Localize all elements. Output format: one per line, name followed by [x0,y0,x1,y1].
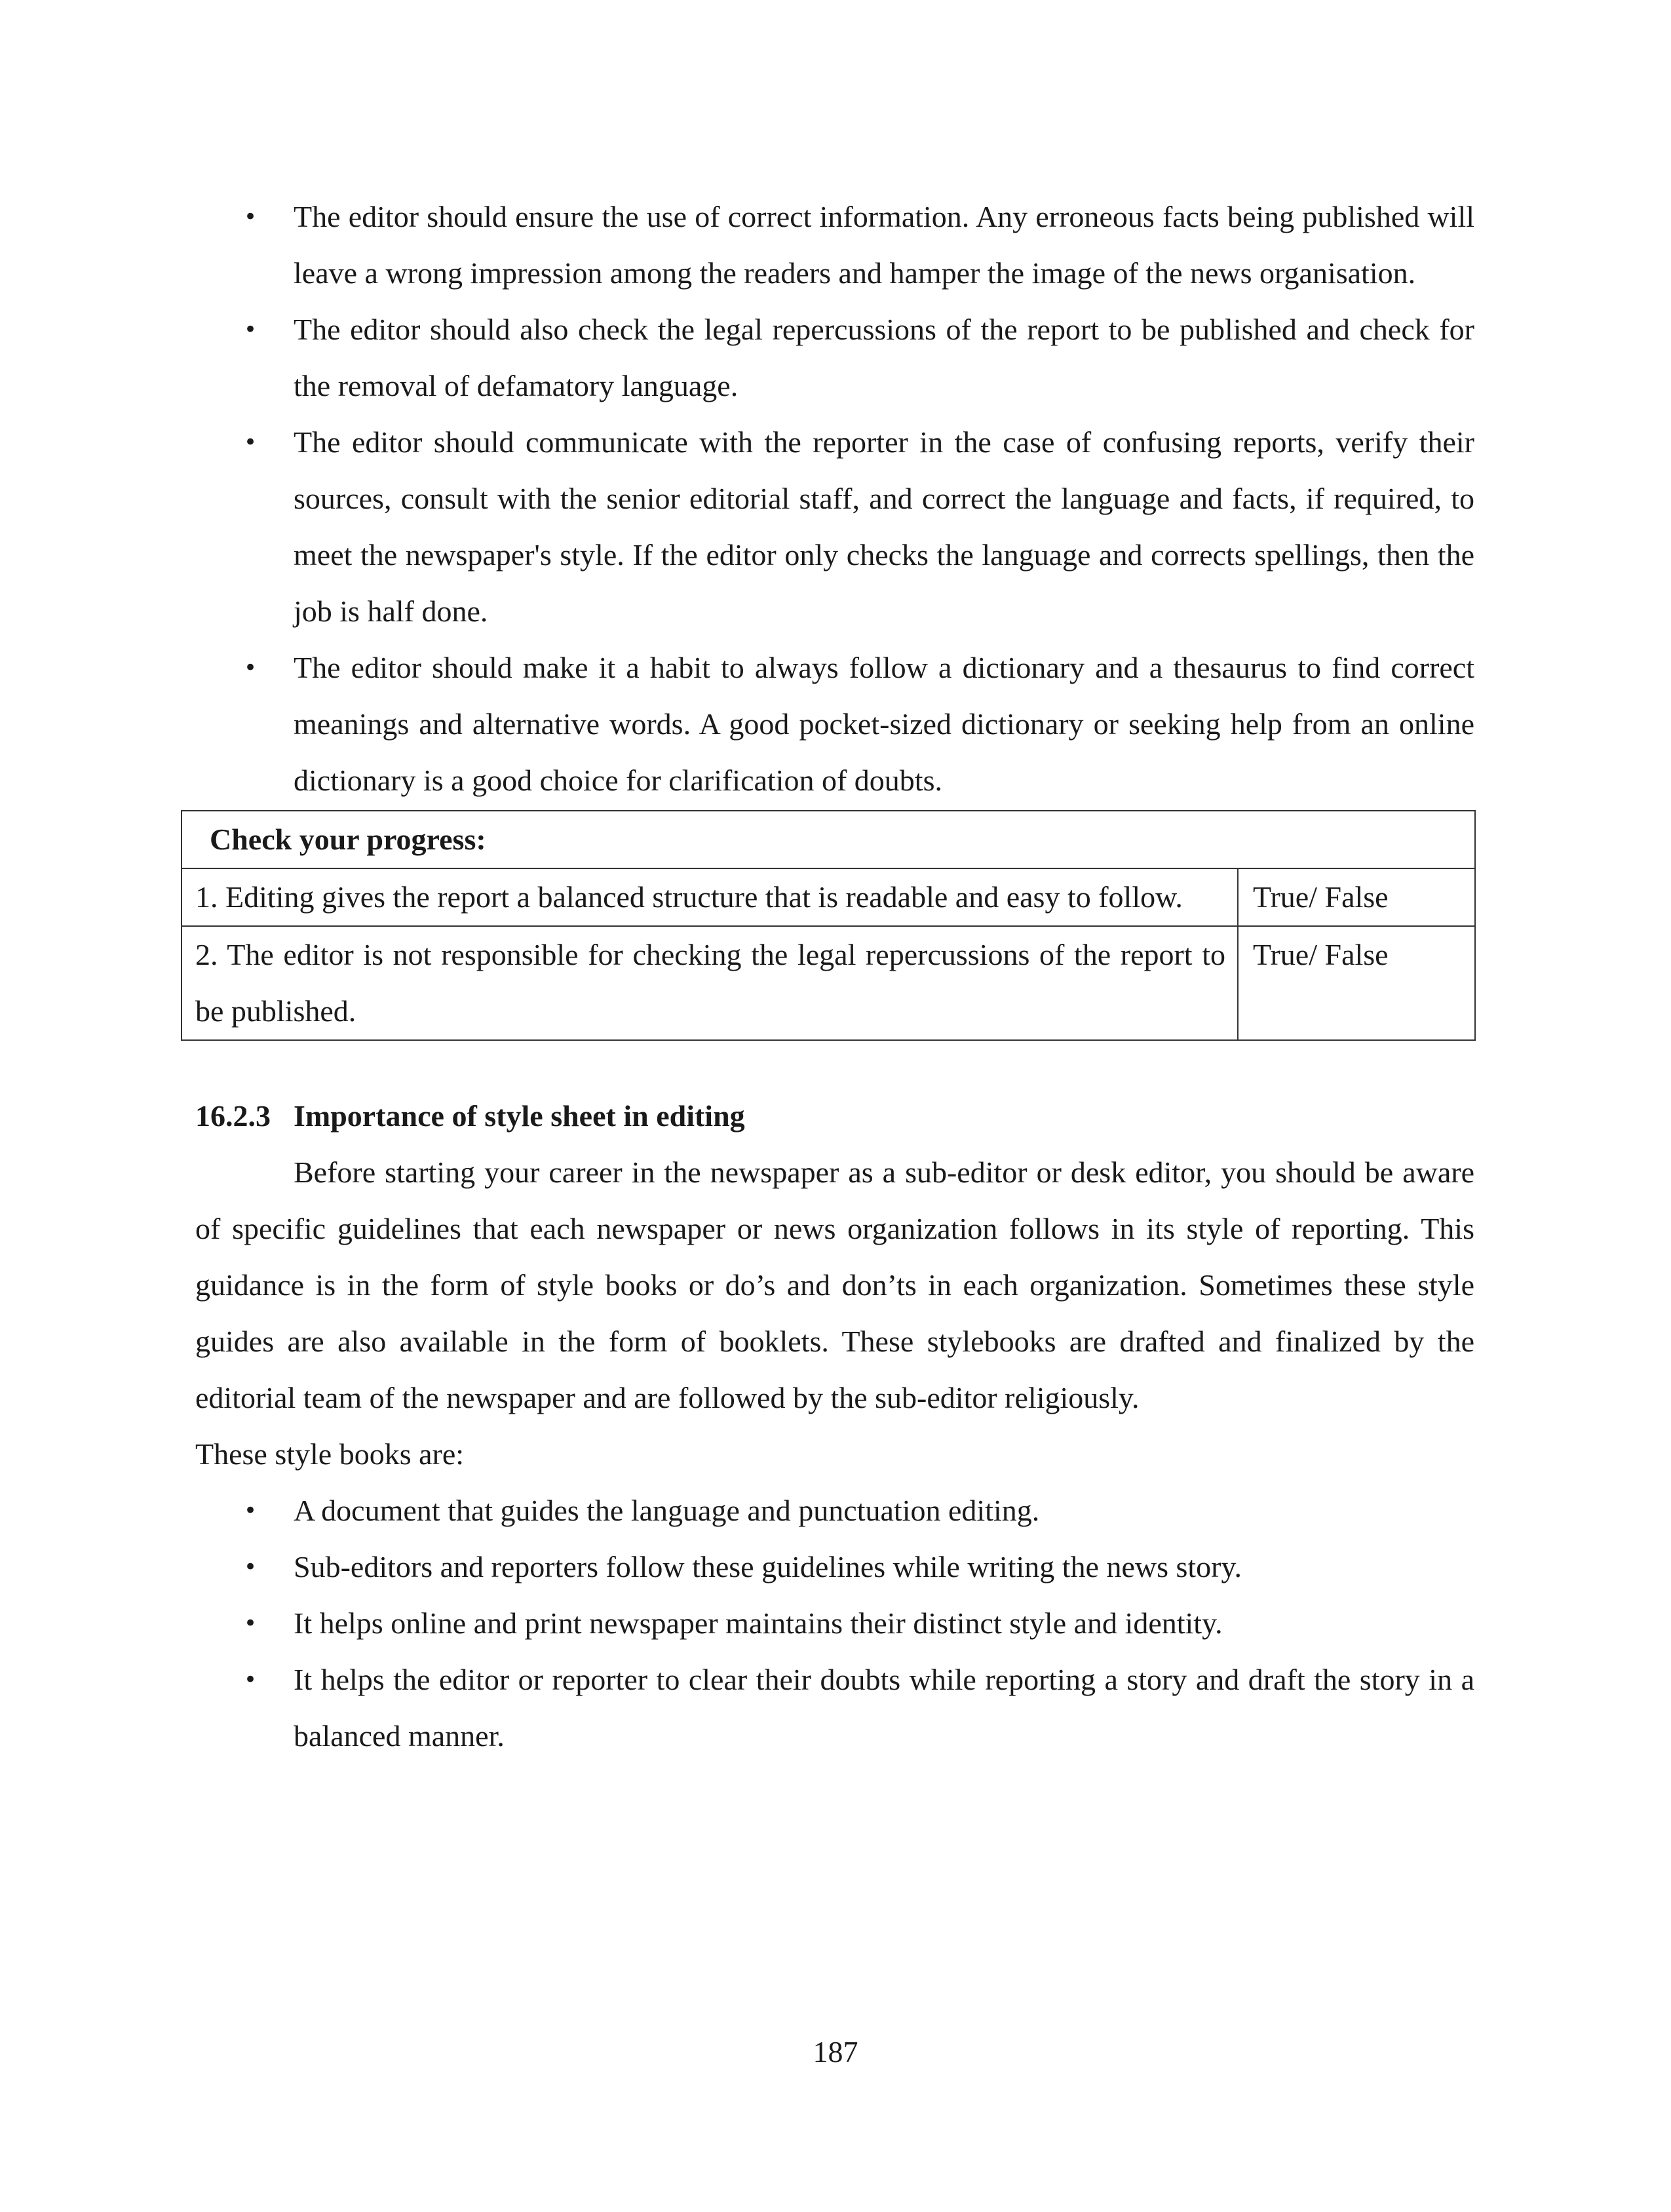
list-item [195,640,1474,809]
list-item-text: It helps the editor or reporter to clear their doubts while reporting a story and draft the story in a balanced manner. [294,1663,1474,1753]
section-heading [195,1088,1474,1144]
bullet-icon: • [244,1498,258,1524]
table-row [182,926,1475,1040]
list-item-text: A document that guides the language and punctuation editing. [294,1494,1040,1527]
page-number: 187 [813,2035,858,2068]
answer-cell: True/ False [1238,868,1475,926]
section-title: Importance of style sheet in editing [294,1099,745,1133]
question-cell: 1. Editing gives the report a balanced structure that is readable and easy to follow. [182,868,1238,926]
editor-duties-list [195,189,1474,809]
list-item-text: The editor should communicate with the reporter in the case of confusing reports, verify their sources, consult with the senior editorial staff, and correct the language and facts, if required, to meet the newspaper's style. If the editor only checks the language and corrects spellings, then the job is half done. [294,425,1474,628]
table-row [182,868,1475,926]
list-item [195,1483,1474,1539]
bullet-icon: • [244,317,258,343]
page-content [195,189,1474,1764]
style-books-list [195,1483,1474,1764]
list-item [195,1652,1474,1764]
list-item [195,1595,1474,1652]
list-item [195,414,1474,640]
list-item-text: Sub-editors and reporters follow these guidelines while writing the news story. [294,1550,1242,1583]
check-your-progress-table [181,810,1476,1041]
bullet-icon: • [244,204,258,230]
table-header: Check your progress: [182,811,1475,868]
bullet-icon: • [244,1610,258,1637]
list-intro: These style books are: [195,1437,465,1471]
table-header-row [182,811,1475,868]
bullet-icon: • [244,655,258,681]
section-paragraph: Before starting your career in the newspaper as a sub-editor or desk editor, you should be aware of specific guidelines that each newspaper or news organization follows in its style of reporting. This guidance is in the form of style books or do’s and don’ts in each organization. Sometimes these style guides are also available in the form of booklets. These stylebooks are drafted and finalized by the editorial team of the newspaper and are followed by the sub-editor religiously. [195,1155,1474,1414]
list-item [195,189,1474,301]
list-item [195,301,1474,414]
bullet-icon: • [244,1554,258,1580]
section-number: 16.2.3 [195,1099,271,1133]
answer-cell: True/ False [1238,926,1475,1040]
list-item-text: The editor should make it a habit to always follow a dictionary and a thesaurus to find correct meanings and alternative words. A good pocket-sized dictionary or seeking help from an online dictionary is a good choice for clarification of doubts. [294,651,1474,797]
list-item-text: It helps online and print newspaper maintains their distinct style and identity. [294,1606,1223,1640]
question-cell: 2. The editor is not responsible for checking the legal repercussions of the report to be published. [182,926,1238,1040]
list-item-text: The editor should ensure the use of correct information. Any erroneous facts being published will leave a wrong impression among the readers and hamper the image of the news organisation. [294,200,1474,290]
bullet-icon: • [244,429,258,456]
bullet-icon: • [244,1667,258,1693]
list-item-text: The editor should also check the legal repercussions of the report to be published and check for the removal of defamatory language. [294,313,1474,402]
list-item [195,1539,1474,1595]
